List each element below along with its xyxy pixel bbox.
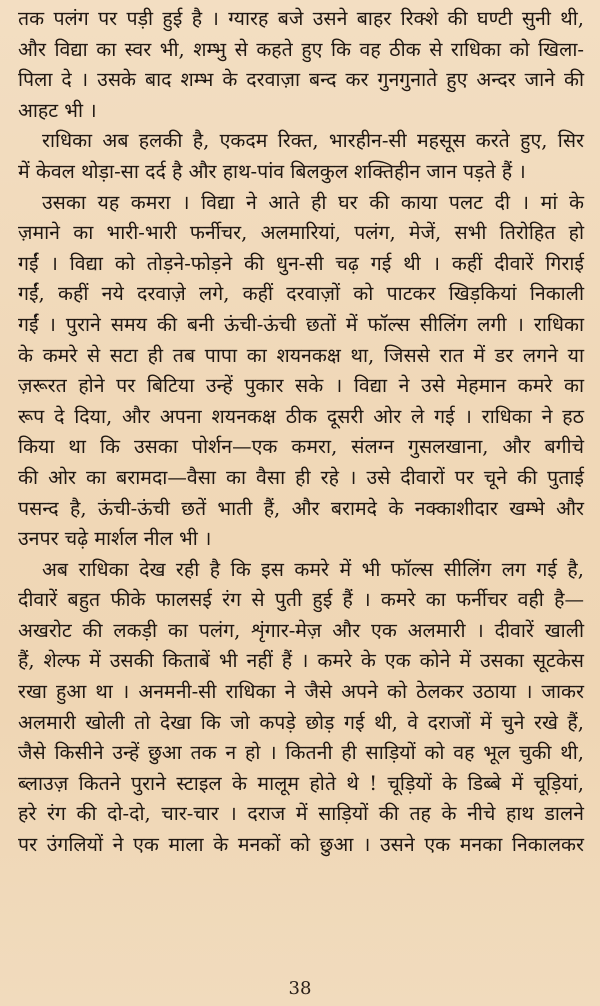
text-line: की ओर का बरामदा—वैसा का वैसा ही रहे । उसे दीवारों पर चूने की पुताई [18, 465, 584, 489]
text-line: ब्लाउज़ कितने पुराने स्टाइल के मालूम होते थे ! चूड़ियों के डिब्बे में चूड़ियां, [18, 771, 584, 795]
text-line: गईं । पुराने समय की बनी ऊंची-ऊंची छतों में फॉल्स सीलिंग लगी । राधिका [18, 312, 584, 336]
text-line: हैं, शेल्फ में उसकी किताबें भी नहीं हैं । कमरे के एक कोने में उसका सूटकेस [18, 649, 584, 673]
text-line: और विद्या का स्वर भी, शम्भु से कहते हुए कि वह ठीक से राधिका को खिला- [18, 37, 584, 61]
text-line: राधिका अब हलकी है, एकदम रिक्त, भारहीन-सी महसूस करते हुए, सिर [42, 129, 584, 153]
text-line: रखा हुआ था । अनमनी-सी राधिका ने जैसे अपने को ठेलकर उठाया । जाकर [18, 680, 584, 704]
text-line: हरे रंग की दो-दो, चार-चार । दराज में साड़ियों की तह के नीचे हाथ डालने [18, 802, 584, 826]
text-line: उनपर चढ़े मार्शल नील भी । [18, 527, 212, 551]
text-line: अब राधिका देख रही है कि इस कमरे में भी फॉल्स सीलिंग लग गई है, [42, 557, 584, 581]
body-text [18, 4, 584, 861]
text-line: पसन्द है, ऊंची-ऊंची छतें भाती हैं, और बरामदे के नक्काशीदार खम्भे और [18, 496, 584, 520]
text-line: अलमारी खोली तो देखा कि जो कपड़े छोड़ गई थी, वे दराजों में चुने रखे हैं, [18, 710, 584, 734]
text-line: पर उंगलियों ने एक माला के मनकों को छुआ । उसने एक मनका निकालकर [18, 833, 584, 857]
page-number: 38 [288, 978, 312, 999]
text-line: ज़रूरत होने पर बिटिया उन्हें पुकार सके । विद्या ने उसे मेहमान कमरे का [18, 374, 584, 398]
text-line: तक पलंग पर पड़ी हुई है । ग्यारह बजे उसने बाहर रिक्शे की घण्टी सुनी थी, [18, 7, 584, 30]
text-line: आहट भी । [18, 98, 97, 122]
text-line: ज़माने का भारी-भारी फर्नीचर, अलमारियां, पलंग, मेजें, सभी तिरोहित हो [18, 221, 584, 245]
text-line: उसका यह कमरा । विद्या ने आते ही घर की काया पलट दी । मां के [42, 190, 584, 214]
text-line: गईं । विद्या को तोड़ने-फोड़ने की धुन-सी चढ़ गई थी । कहीं दीवारें गिराई [18, 251, 584, 275]
text-line: जैसे किसीने उन्हें छुआ तक न हो । कितनी ही साड़ियों को वह भूल चुकी थी, [18, 741, 584, 765]
text-line: दीवारें बहुत फीके फालसई रंग से पुती हुई हैं । कमरे का फर्नीचर वही है— [18, 588, 584, 612]
text-line: अखरोट की लकड़ी का पलंग, शृंगार-मेज़ और एक अलमारी । दीवारें खाली [18, 618, 584, 642]
text-line: गईं, कहीं नये दरवाज़े लगे, कहीं दरवाज़ों को पाटकर खिड़कियां निकाली [18, 282, 584, 306]
text-line: में केवल थोड़ा-सा दर्द है और हाथ-पांव बिलकुल शक्तिहीन जान पड़ते हैं । [18, 159, 526, 183]
text-line: किया था कि उसका पोर्शन—एक कमरा, संलग्न गुसलखाना, और बगीचे [18, 435, 584, 459]
text-line: रूप दे दिया, और अपना शयनकक्ष ठीक दूसरी ओर ले गई । राधिका ने हठ [18, 404, 584, 428]
text-line: पिला दे । उसके बाद शम्भ के दरवाज़ा बन्द कर गुनगुनाते हुए अन्दर जाने की [18, 68, 584, 92]
text-line: के कमरे से सटा ही तब पापा का शयनकक्ष था, जिससे रात में डर लगने या [18, 343, 584, 367]
